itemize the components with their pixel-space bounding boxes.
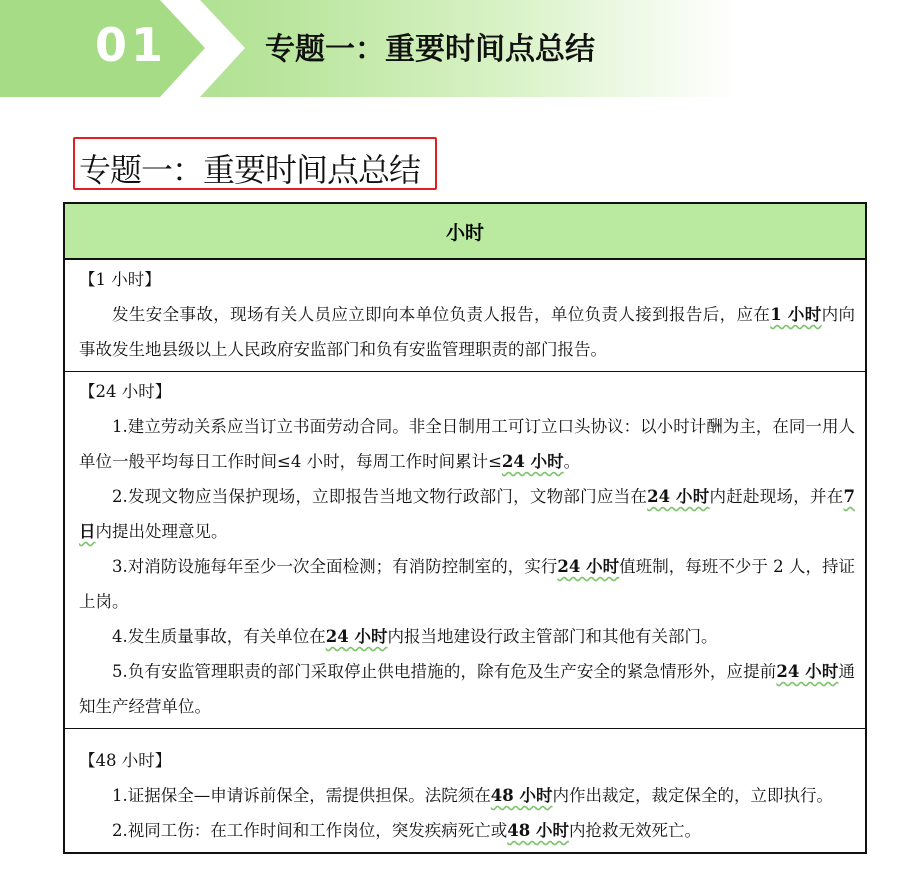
banner-title: 专题一：重要时间点总结	[265, 32, 595, 67]
paragraph	[79, 297, 855, 367]
text-segment: 。	[563, 452, 581, 471]
text-segment: 内向事故发生地县级以上人民政府安监部门和负有安监管理职责的部门报告。	[79, 305, 856, 359]
text-segment: 发生安全事故，现场有关人员应立即向本单位负责人报告，单位负责人接到报告后，应在	[112, 305, 771, 324]
text-segment: 内抢救无效死亡。	[568, 821, 701, 840]
highlighted-term: 24 小时	[325, 627, 388, 646]
section-cell	[64, 729, 866, 854]
highlighted-term: 24 小时	[647, 487, 710, 506]
highlighted-term: 24 小时	[776, 662, 839, 681]
text-segment: 通知生产经营单位。	[79, 662, 855, 716]
highlighted-term: 7 日	[79, 487, 855, 541]
section-cell	[64, 259, 866, 372]
table-header: 小时	[64, 203, 866, 259]
text-segment: 内提出处理意见。	[95, 522, 228, 541]
table-row	[64, 259, 866, 372]
text-segment: 4.发生质量事故，有关单位在	[112, 627, 326, 646]
time-summary-table	[63, 202, 867, 854]
section-cell	[64, 372, 866, 729]
paragraph	[79, 479, 855, 549]
paragraph	[79, 813, 855, 848]
text-segment: 内作出裁定，裁定保全的，立即执行。	[552, 786, 833, 805]
section-tag: 【1 小时】	[79, 270, 161, 289]
paragraph	[79, 549, 855, 619]
text-segment: 2.发现文物应当保护现场，立即报告当地文物行政部门，文物部门应当在	[112, 487, 648, 506]
text-segment: 2.视同工伤：在工作时间和工作岗位，突发疾病死亡或	[112, 821, 508, 840]
highlighted-term: 24 小时	[557, 557, 620, 576]
text-segment: 5.负有安监管理职责的部门采取停止供电措施的，除有危及生产安全的紧急情形外，应提前	[112, 662, 777, 681]
section-title: 专题一：重要时间点总结	[79, 151, 421, 189]
text-segment: 内报当地建设行政主管部门和其他有关部门。	[387, 627, 718, 646]
paragraph	[79, 654, 855, 724]
highlighted-term: 48 小时	[507, 821, 569, 840]
paragraph	[79, 778, 855, 813]
section-tag: 【48 小时】	[79, 751, 172, 770]
text-segment: 内赶赴现场，并在	[709, 487, 844, 506]
text-segment: 1.建立劳动关系应当订立书面劳动合同。非全日制用工可订立口头协议：以小时计酬为主，在同一用人单位一般平均每日工作时间≤4 小时，每周工作时间累计≤	[79, 417, 855, 471]
text-segment: 1.证据保全—申请诉前保全，需提供担保。法院须在	[112, 786, 491, 805]
header-banner	[0, 0, 923, 97]
paragraph	[79, 619, 855, 654]
section-tag: 【24 小时】	[79, 382, 172, 401]
table-row	[64, 372, 866, 729]
paragraph	[79, 409, 855, 479]
highlighted-term: 24 小时	[501, 452, 564, 471]
section-number: 01	[95, 18, 168, 72]
section-title-box	[73, 137, 437, 190]
highlighted-term: 1 小时	[770, 305, 822, 324]
table-row	[64, 729, 866, 854]
text-segment: 值班制，每班不少于 2 人，持证上岗。	[79, 557, 855, 611]
highlighted-term: 48 小时	[490, 786, 553, 805]
text-segment: 3.对消防设施每年至少一次全面检测；有消防控制室的，实行	[112, 557, 558, 576]
